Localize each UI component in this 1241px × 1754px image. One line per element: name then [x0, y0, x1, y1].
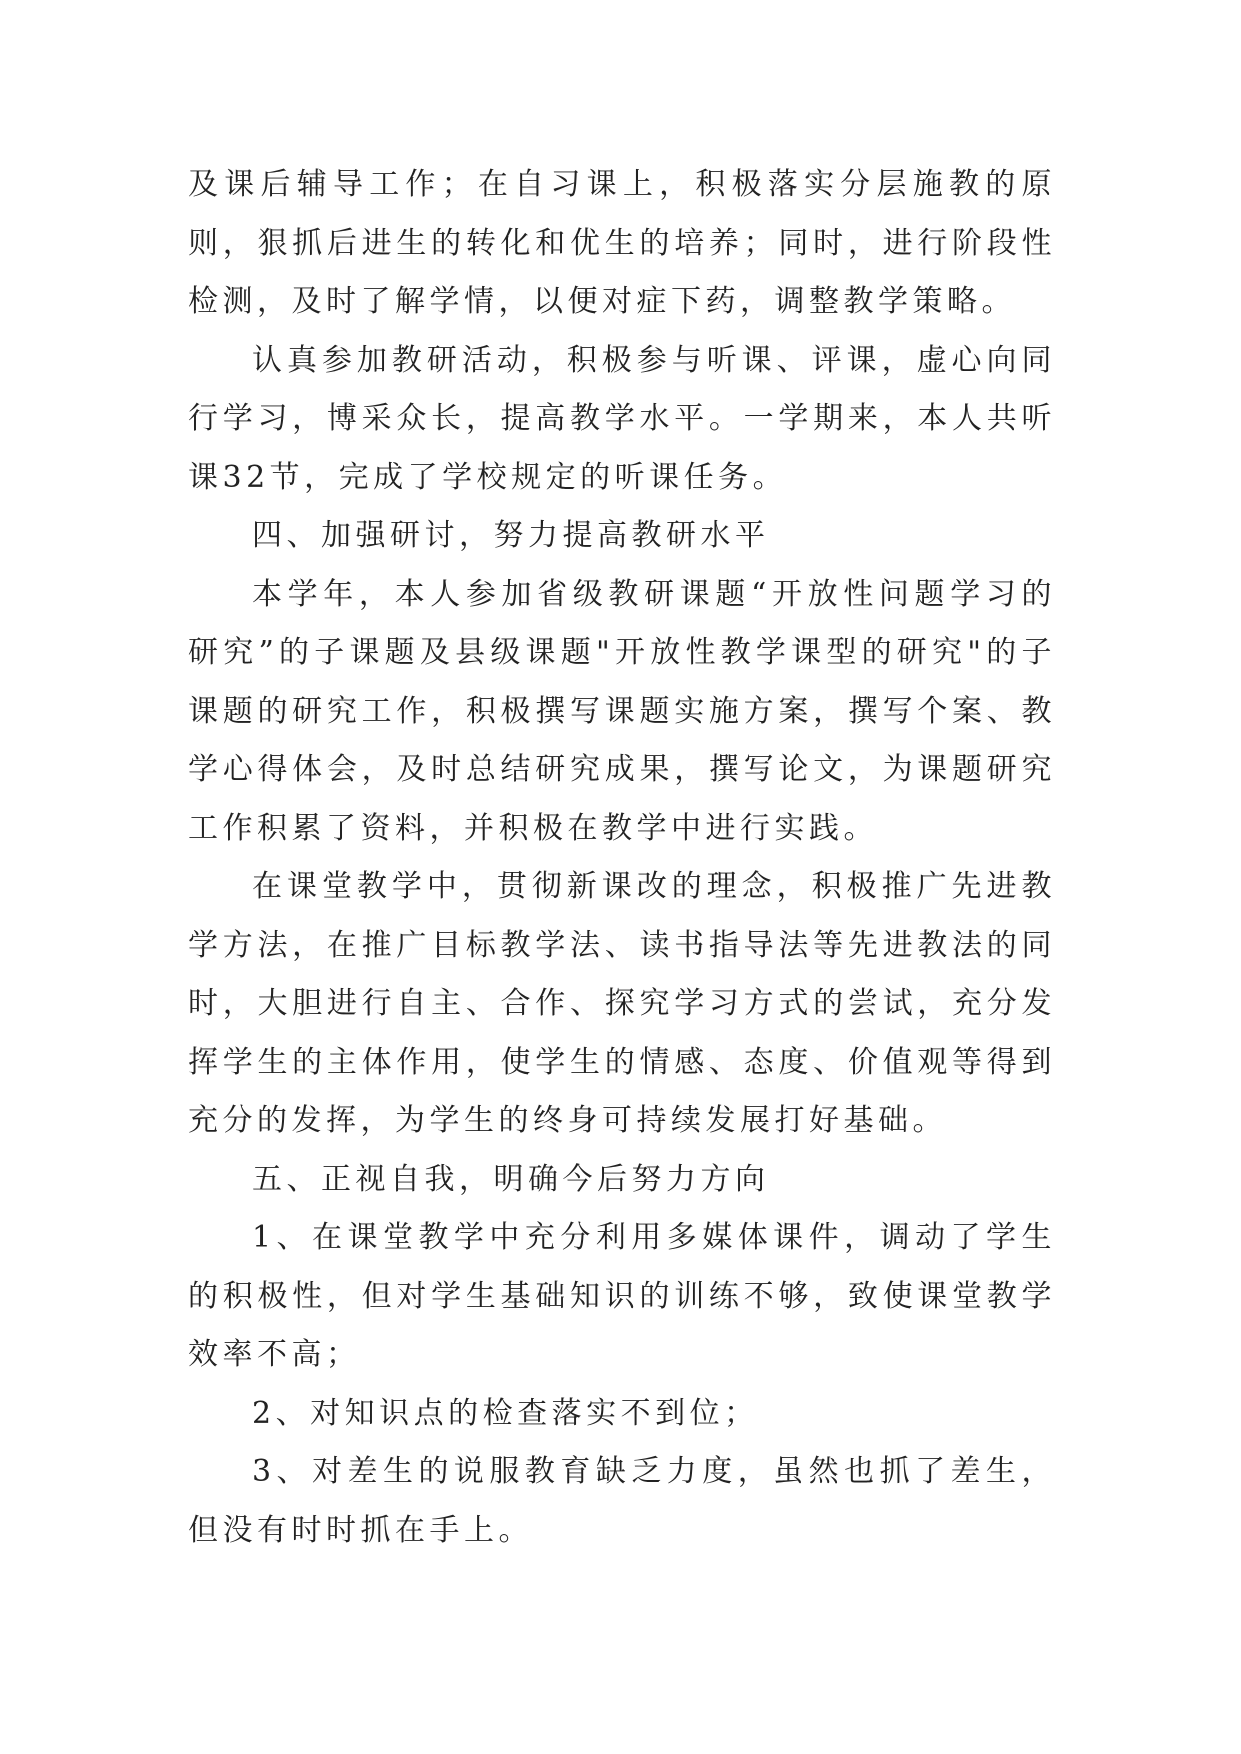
list-item-3: 3、对差生的说服教育缺乏力度，虽然也抓了差生，但没有时时抓在手上。	[188, 1454, 1056, 1548]
section-heading-5: 五、正视自我，明确今后努力方向	[252, 1161, 770, 1197]
list-item-1: 1、在课堂教学中充分利用多媒体课件，调动了学生的积极性，但对学生基础知识的训练不够，致使课堂教学效率不高；	[188, 1220, 1056, 1372]
paragraph-teaching-research: 认真参加教研活动，积极参与听课、评课，虚心向同行学习，博采众长，提高教学水平。一学期来，本人共听课32节，完成了学校规定的听课任务。	[188, 342, 1056, 495]
list-item-2: 2、对知识点的检查落实不到位；	[252, 1395, 759, 1431]
paragraph-classroom-teaching: 在课堂教学中，贯彻新课改的理念，积极推广先进教学方法，在推广目标教学法、读书指导法等先进教法的同时，大胆进行自主、合作、探究学习方式的尝试，充分发挥学生的主体作用，使学生的情感、态度、价值观等得到充分的发挥，为学生的终身可持续发展打好基础。	[188, 869, 1056, 1138]
paragraph-research-topics: 本学年，本人参加省级教研课题“开放性问题学习的研究”的子课题及县级课题"开放性教学课型的研究"的子课题的研究工作，积极撰写课题实施方案，撰写个案、教学心得体会，及时总结研究成果，撰写论文，为课题研究工作积累了资料，并积极在教学中进行实践。	[188, 576, 1056, 846]
document-body	[188, 156, 1056, 1560]
paragraph-continuation: 及课后辅导工作；在自习课上，积极落实分层施教的原则，狠抓后进生的转化和优生的培养；同时，进行阶段性检测，及时了解学情，以便对症下药，调整教学策略。	[188, 167, 1056, 319]
section-heading-4: 四、加强研讨，努力提高教研水平	[252, 518, 770, 553]
